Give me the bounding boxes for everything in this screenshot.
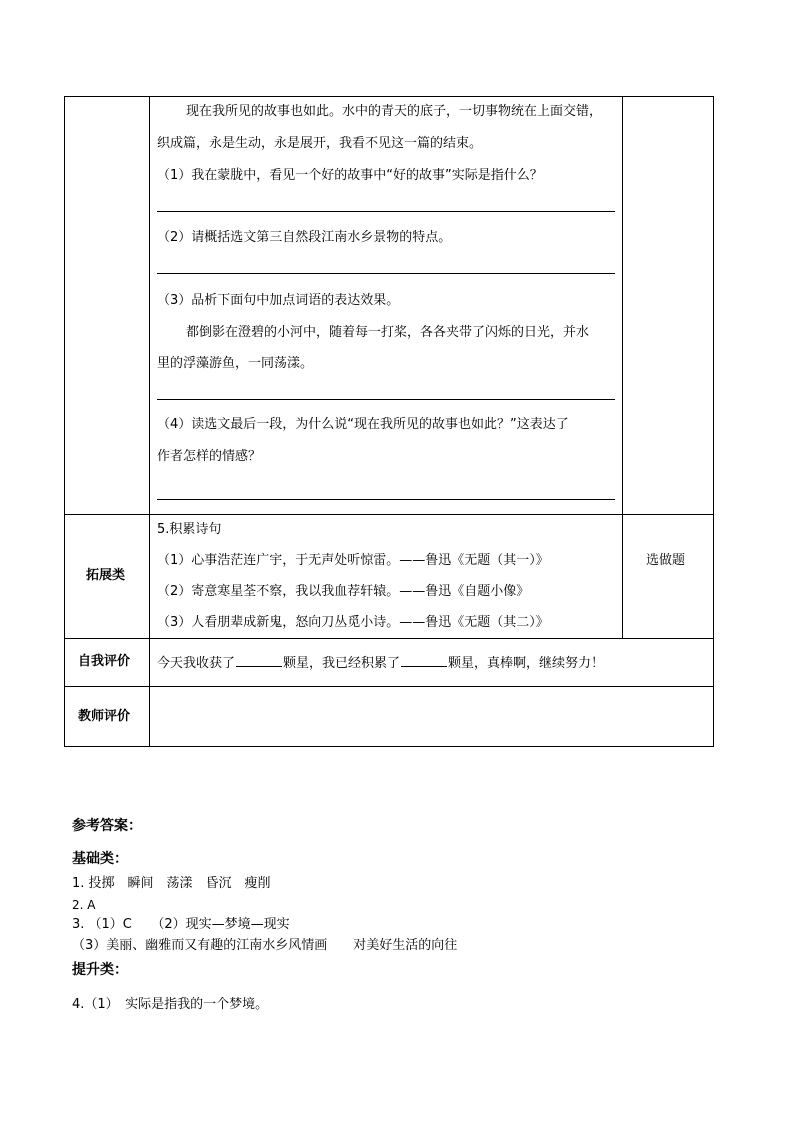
table-row-divider-3 [64,686,714,687]
table-col-divider-2-top [622,96,623,638]
question-4-line-2: 作者怎样的情感？ [157,449,262,464]
basic-heading: 基础类： [72,851,128,867]
self-eval-blank-1[interactable] [236,654,282,667]
table-row-divider-1 [64,514,714,515]
answer-line-3[interactable] [157,399,615,400]
extension-title: 5.积累诗句 [157,522,222,537]
extension-label: 拓展类 [86,568,126,583]
question-3-quote-line-1: 都倒影在澄碧的小河中，随着每一打桨，各各夹带了闪烁的日光，并水 [186,325,590,340]
basic-answer-3b: （3）美丽、幽雅而又有趣的江南水乡风情画 对美好生活的向往 [72,938,458,953]
table-col-divider-1 [149,96,150,747]
self-eval-label: 自我评价 [78,654,131,669]
self-eval-blank-2[interactable] [401,654,447,667]
table-border-bottom [64,746,714,747]
self-eval-part-1: 今天我收获了 [157,656,236,671]
basic-answer-2: 2. A [72,898,96,912]
question-3: （3）品析下面句中加点词语的表达效果。 [157,293,400,308]
question-3-quote-line-2: 里的浮藻游鱼，一同荡漾。 [157,356,314,371]
basic-answer-1: 1. 投掷 瞬间 荡漾 昏沉 瘦削 [72,876,271,891]
extension-item-3: （3）人看朋辈成新鬼，怒向刀丛觅小诗。——鲁迅《无题（其二）》 [157,615,549,630]
extension-item-2: （2）寄意寒星荃不察，我以我血荐轩辕。——鲁迅《自题小像》 [157,584,530,599]
answer-line-1[interactable] [157,211,615,212]
teacher-eval-label: 教师评价 [78,709,131,724]
answers-heading: 参考答案： [72,818,142,834]
question-4-line-1: （4）读选文最后一段，为什么说“现在我所见的故事也如此？”这表达了 [157,417,569,432]
improve-answer-4: 4.（1） 实际是指我的一个梦境。 [72,997,269,1012]
question-1: （1）我在蒙胧中，看见一个好的故事中“好的故事”实际是指什么？ [157,168,543,183]
self-eval-text [157,654,604,672]
table-border-right [713,96,714,747]
table-border-top [64,96,714,97]
basic-answer-3: 3. （1）C （2）现实—梦境—现实 [72,917,290,932]
question-2: （2）请概括选文第三自然段江南水乡景物的特点。 [157,230,452,245]
extension-item-1: （1）心事浩茫连广宇，于无声处听惊雷。——鲁迅《无题（其一）》 [157,553,549,568]
table-row-divider-2 [64,638,714,639]
self-eval-part-2: 颗星，我已经积累了 [283,656,401,671]
answer-line-4[interactable] [157,499,615,500]
extension-note: 选做题 [646,553,686,568]
improve-heading: 提升类： [72,962,128,978]
answer-line-2[interactable] [157,273,615,274]
reading-paragraph-line-1: 现在我所见的故事也如此。水中的青天的底子，一切事物统在上面交错， [186,104,603,119]
reading-paragraph-line-2: 织成篇，永是生动，永是展开，我看不见这一篇的结束。 [157,136,483,151]
self-eval-part-3: 颗星，真棒啊，继续努力！ [448,656,605,671]
table-border-left [64,96,65,747]
